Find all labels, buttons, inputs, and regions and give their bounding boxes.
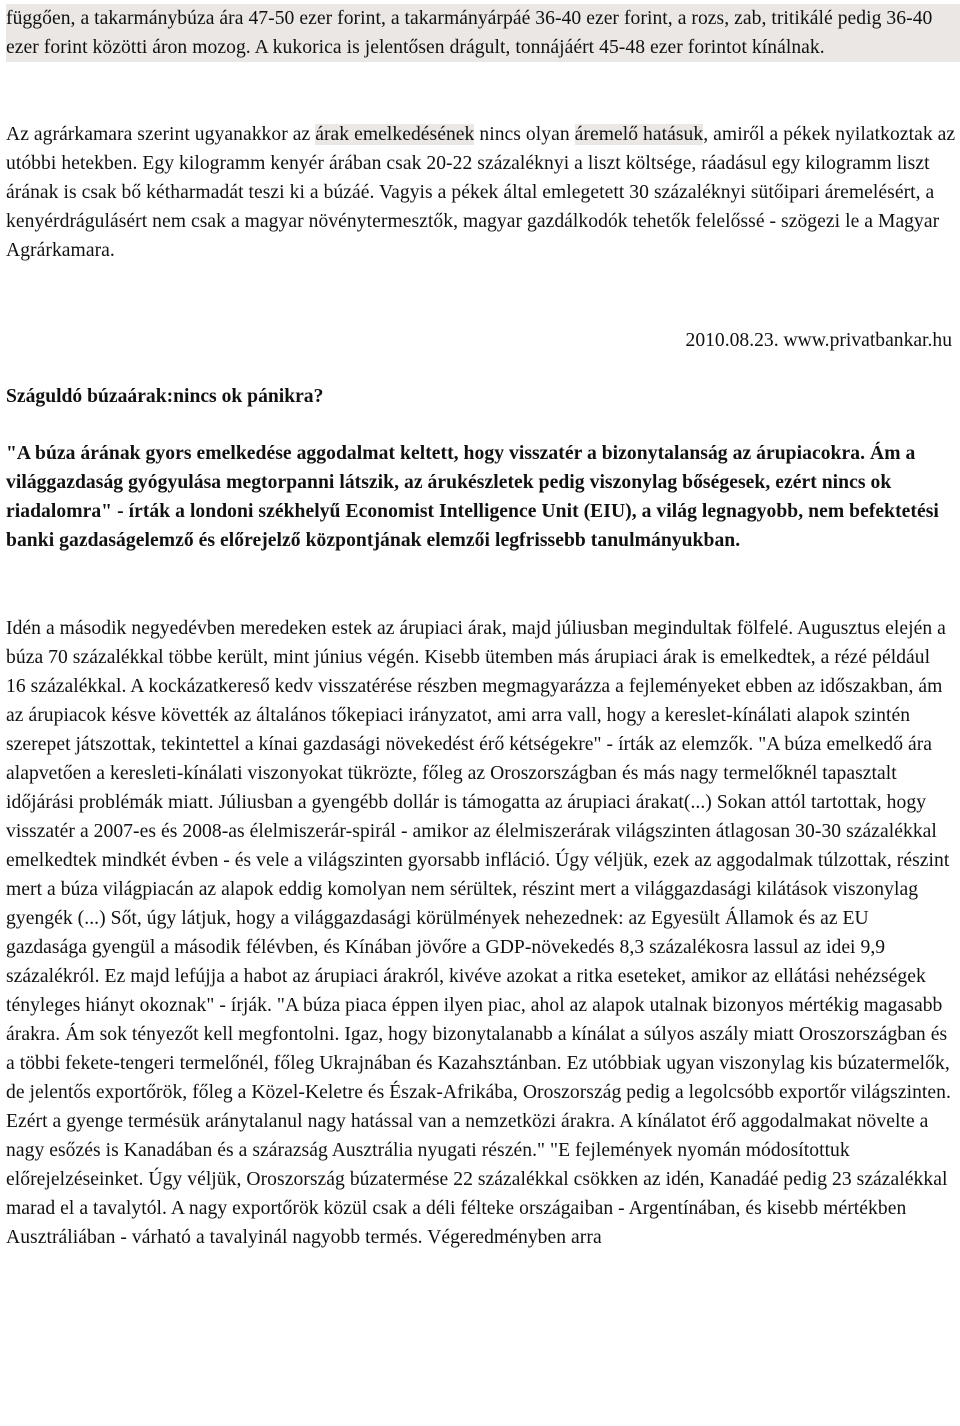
- article-headline: Száguldó búzaárak:nincs ok pánikra?: [6, 386, 324, 407]
- chamber-paragraph: [6, 120, 956, 265]
- chamber-text-1: Az agrárkamara szerint ugyanakkor az: [6, 124, 316, 145]
- article-body: Idén a második negyedévben meredeken estek az árupiaci árak, majd júliusban megindultak fölfelé. Augusztus elején a búza 70 százalékkal többe került, mint június végén. Kisebb ütemben más árupiaci árak is emelkedtek, a rézé például 16 százalékkal. A kockázatkereső kedv visszatérése részben megmagyarázza a fejleményeket ebben az időszakban, ám az árupiacok késve követték az általános tőkepiaci irányzatot, ami arra vall, hogy a kereslet-kínálati alapok szintén szerepet játszottak, tekintettel a kínai gazdasági növekedést érő kétségekre" - írták az elemzők. "A búza emelkedő ára alapvetően a keresleti-kínálati viszonyokat tükrözte, főleg az Oroszországban és más nagy termelőknél tapasztalt időjárási problémák miatt. Júliusban a gyengébb dollár is támogatta az árupiaci árakat(...) Sokan attól tartottak, hogy visszatér a 2007-es és 2008-as élelmiszerár-spirál - amikor az élelmiszerárak világszinten átlagosan 30-30 százalékkal emelkedtek mindkét évben - és vele a világszinten gyorsabb infláció. Úgy véljük, ezek az aggodalmak túlzottak, részint mert a búza világpiacán az alapok eddig komolyan nem sérültek, részint mert a világgazdasági kilátások viszonylag gyengék (...) Sőt, úgy látjuk, hogy a világgazdasági körülmények nehezednek: az Egyesült Államok és az EU gazdasága gyengül a második félévben, és Kínában jövőre a GDP-növekedés 8,3 százalékosra lassul az idei 9,9 százalékról. Ez majd lefújja a habot az árupiaci árakról, kivéve azokat a ritka eseteket, amikor az ellátási nehézségek tényleges hiányt okoznak" - írják. "A búza piaca éppen ilyen piac, ahol az alapok utalnak bizonyos mértékig magasabb árakra. Ám sok tényezőt kell megfontolni. Igaz, hogy bizonytalanabb a kínálat a súlyos aszály miatt Oroszországban és a többi fekete-tengeri termelőnél, főleg Ukrajnában és Kazahsztánban. Ez utóbbiak ugyan viszonylag kis búzatermelők, de jelentős exportőrök, főleg a Közel-Keletre és Észak-Afrikába, Oroszország pedig a legolcsóbb exportőr világszinten. Ezért a gyenge termésük aránytalanul nagy hatással van a nemzetközi árakra. A kínálatot érő aggodalmakat növelte a nagy esőzés is Kanadában és a szárazság Ausztrália nyugati részén." "E fejlemények nyomán módosítottuk előrejelzéseinket. Úgy véljük, Oroszország búzatermése 22 százalékkal csökken az idén, Kanadáé pedig 23 százalékkal marad el a tavalytól. A nagy exportőrök közül csak a déli félteke országaiban - Argentínában, és kisebb mértékben Ausztráliában - várható a tavalyinál nagyobb termés. Végeredményben arra: [6, 618, 951, 1248]
- chamber-text-2: nincs olyan: [474, 124, 575, 145]
- highlight-price-effect: áremelő hatásuk: [574, 124, 704, 145]
- highlight-price-rise: árak emelkedésének: [315, 124, 475, 145]
- article-dateline: 2010.08.23. www.privatbankar.hu: [685, 330, 952, 351]
- intro-paragraph: függően, a takarmánybúza ára 47-50 ezer forint, a takarmányárpáé 36-40 ezer forint, a rozs, zab, tritikálé pedig 36-40 ezer forint közötti áron mozog. A kukorica is jelentősen drágult, tonnájáért 45-48 ezer forintot kínálnak.: [6, 4, 960, 62]
- article-lead: "A búza árának gyors emelkedése aggodalmat keltett, hogy visszatér a bizonytalanság az árupiacokra. Ám a világgazdaság gyógyulása megtorpanni látszik, az árukészletek pedig viszonylag bőségesek, ezért nincs ok riadalomra" - írták a londoni székhelyű Economist Intelligence Unit (EIU), a világ legnagyobb, nem befektetési banki gazdaságelemző és előrejelző központjának elemzői legfrissebb tanulmányukban.: [6, 443, 939, 551]
- chamber-text-3: , amiről a pékek nyilatkoztak az utóbbi hetekben. Egy kilogramm kenyér árában csak 20-22 százaléknyi a liszt költsége, ráadásul egy kilogramm liszt árának is csak bő kétharmadát teszi ki a búzáé. Vagyis a pékek által emlegetett 30 százaléknyi sütőipari áremelésért, a kenyérdrágulásért nem csak a magyar növénytermesztők, magyar gazdálkodók tehetők felelőssé - szögezi le a Magyar Agrárkamara.: [6, 124, 956, 261]
